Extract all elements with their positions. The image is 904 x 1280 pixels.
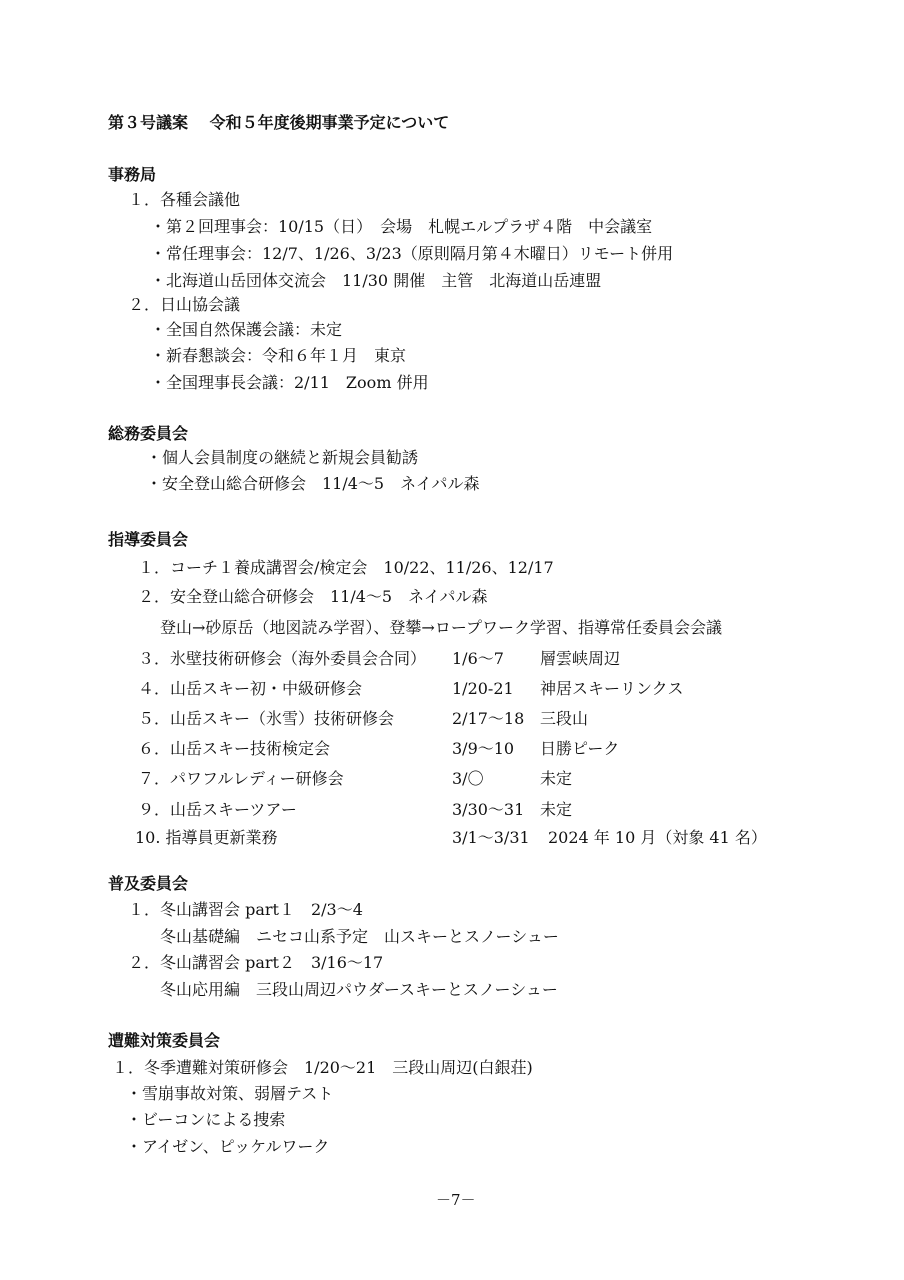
list-bullet: ・アイゼン、ピッケルワーク <box>126 1137 330 1156</box>
list-item: ６．山岳スキー技術検定会 <box>138 739 331 758</box>
list-item: １．冬季遭難対策研修会 1/20～21 三段山周辺(白銀荘) <box>112 1058 533 1077</box>
list-item: １．各種会議他 <box>128 190 241 209</box>
list-item: １．コーチ１養成講習会/検定会 10/22、11/26、12/17 <box>138 558 554 577</box>
list-item: ２．安全登山総合研修会 11/4～5 ネイパル森 <box>138 587 488 606</box>
list-item-date: 3/9～10 <box>452 739 515 758</box>
section-heading-sonan: 遭難対策委員会 <box>108 1031 221 1050</box>
list-item-place: 日勝ピーク <box>540 739 620 758</box>
list-item-detail: 登山→砂原岳（地図読み学習）、登攀→ロープワーク学習、指導常任委員会会議 <box>160 618 723 637</box>
list-item-detail: 冬山基礎編 ニセコ山系予定 山スキーとスノーシュー <box>160 927 559 946</box>
list-item-place: 神居スキーリンクス <box>540 679 684 698</box>
list-item-detail: 冬山応用編 三段山周辺パウダースキーとスノーシュー <box>160 980 558 999</box>
section-heading-jimukyoku: 事務局 <box>108 165 157 184</box>
list-item: 10. 指導員更新業務 <box>135 828 278 847</box>
page-title: 第３号議案 令和５年度後期事業予定について <box>108 113 450 132</box>
list-item: ４．山岳スキー初・中級研修会 <box>138 679 363 698</box>
list-item-place: 層雲峡周辺 <box>540 649 621 668</box>
section-heading-somu: 総務委員会 <box>108 424 189 443</box>
list-item-date: 1/6～7 <box>452 649 504 668</box>
list-item-date: 3/〇 <box>452 769 484 788</box>
list-item: ５．山岳スキー（氷雪）技術研修会 <box>138 709 395 728</box>
list-item: ９．山岳スキーツアー <box>138 800 297 819</box>
list-bullet: ・新春懇談会：令和６年１月 東京 <box>150 346 407 365</box>
list-item: ３．氷壁技術研修会（海外委員会合同） <box>138 649 427 668</box>
list-bullet: ・北海道山岳団体交流会 11/30 開催 主管 北海道山岳連盟 <box>150 271 602 290</box>
list-item-place: 未定 <box>540 769 573 788</box>
list-item: ２．日山協会議 <box>128 295 241 314</box>
list-bullet: ・個人会員制度の継続と新規会員勧誘 <box>146 448 419 467</box>
section-heading-fukyu: 普及委員会 <box>108 874 189 893</box>
list-item: ２．冬山講習会 part２ 3/16～17 <box>128 953 384 972</box>
list-bullet: ・安全登山総合研修会 11/4～5 ネイパル森 <box>146 474 480 493</box>
list-bullet: ・全国自然保護会議：未定 <box>150 320 343 339</box>
list-item-date: 3/1～3/31 <box>452 828 530 847</box>
list-item-date: 1/20-21 <box>452 679 514 698</box>
list-bullet: ・第２回理事会：10/15（日） 会場 札幌エルプラザ４階 中会議室 <box>150 217 653 236</box>
list-item: １．冬山講習会 part１ 2/3～4 <box>128 900 363 919</box>
list-item-place: 三段山 <box>540 709 589 728</box>
list-bullet: ・雪崩事故対策、弱層テスト <box>126 1084 334 1103</box>
list-item: ７．パワフルレディー研修会 <box>138 769 344 788</box>
list-bullet: ・ビーコンによる捜索 <box>126 1110 286 1129</box>
list-bullet: ・常任理事会：12/7、1/26、3/23（原則隔月第４木曜日）リモート併用 <box>150 244 674 263</box>
list-bullet: ・全国理事長会議：2/11 Zoom 併用 <box>150 373 429 392</box>
list-item-date: 2/17～18 <box>452 709 525 728</box>
section-heading-shido: 指導委員会 <box>108 530 189 549</box>
page-number: －7－ <box>436 1191 476 1209</box>
list-item-place: 未定 <box>540 800 573 819</box>
list-item-place: 2024 年 10 月（対象 41 名） <box>548 828 767 847</box>
list-item-date: 3/30～31 <box>452 800 525 819</box>
